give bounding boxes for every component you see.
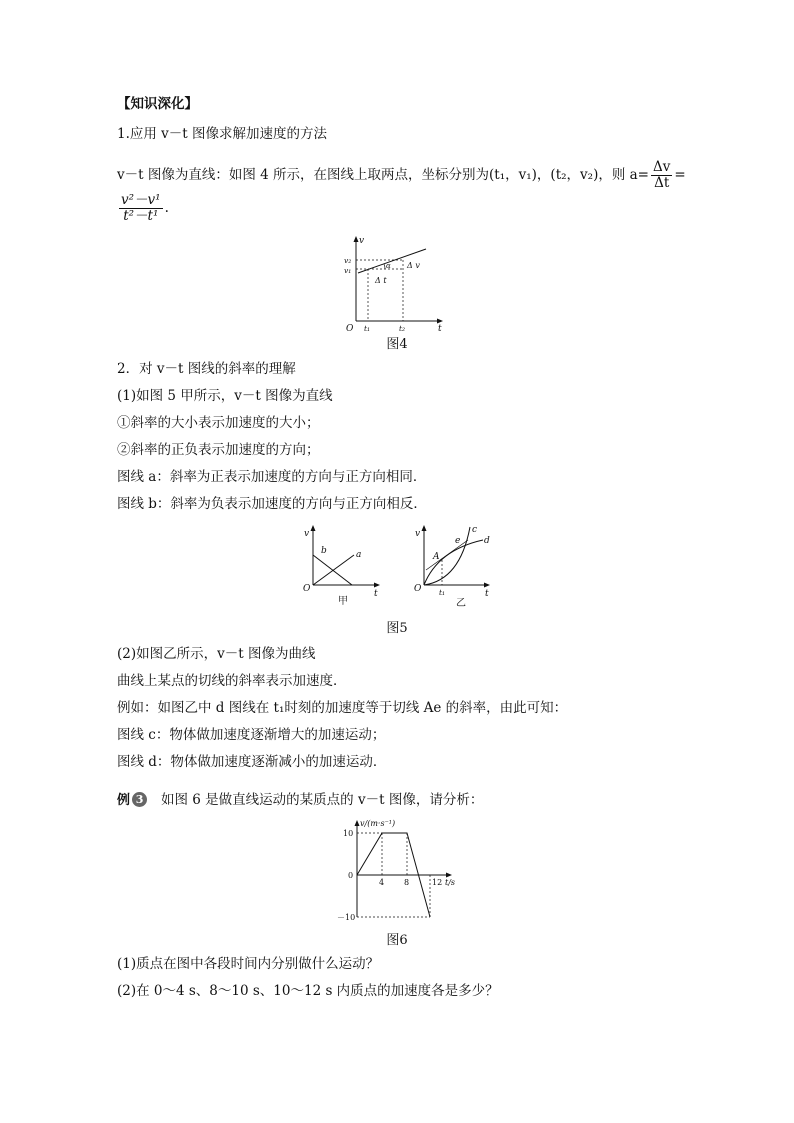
frac-numerator: Δv bbox=[652, 159, 671, 175]
fig5l-subcaption: 甲 bbox=[338, 596, 348, 607]
fig6-x12-label: 12 bbox=[432, 878, 443, 887]
fig4-alpha-label: α bbox=[386, 262, 391, 270]
fig6-y-arrow bbox=[355, 820, 360, 826]
fig6-x-label: t/s bbox=[445, 878, 456, 887]
fig5r-curve-d bbox=[424, 540, 483, 585]
section1-title: 1.应用 v－t 图像求解加速度的方法 bbox=[117, 126, 328, 142]
fig5r-t-label: t bbox=[485, 589, 489, 599]
example-text: 如图 6 是做直线运动的某质点的 v－t 图像，请分析： bbox=[161, 792, 484, 808]
fig5r-v-label: v bbox=[415, 529, 421, 539]
figure-4-graph bbox=[340, 233, 450, 333]
question-2: (2)在 0～4 s、8～10 s、10～12 s 内质点的加速度各是多少？ bbox=[117, 983, 499, 999]
fraction-dv-dt bbox=[651, 160, 672, 191]
section2-line2: ①斜率的大小表示加速度的大小； bbox=[117, 415, 320, 431]
fig5l-b-label: b bbox=[321, 546, 327, 556]
fig4-dt-label: Δ t bbox=[375, 276, 387, 285]
fig4-v-label: v bbox=[359, 236, 365, 246]
fig5l-y-arrow bbox=[311, 525, 316, 531]
section3-line1: (2)如图乙所示，v－t 图像为曲线 bbox=[117, 646, 316, 662]
fig5r-subcaption: 乙 bbox=[456, 598, 466, 609]
fig5r-curve-c bbox=[424, 527, 470, 585]
figure-5-caption: 图5 bbox=[386, 621, 408, 636]
fig4-v2-label: v₂ bbox=[344, 256, 352, 265]
example-badge bbox=[117, 792, 147, 810]
figure-5-left-graph bbox=[300, 522, 390, 614]
example-badge-label: 例 bbox=[117, 793, 131, 808]
fig5l-v-label: v bbox=[304, 529, 310, 539]
fig6-x4-label: 4 bbox=[379, 878, 385, 887]
fig4-angle-arc bbox=[384, 264, 385, 269]
fig4-t2-label: t₂ bbox=[399, 324, 406, 333]
fig5r-origin-label: O bbox=[414, 584, 422, 594]
figure-4-caption: 图4 bbox=[386, 337, 408, 352]
frac-denominator: Δt bbox=[654, 175, 670, 191]
equals-sign: = bbox=[674, 167, 686, 183]
fig5r-A-label: A bbox=[433, 552, 440, 562]
section3-line2: 曲线上某点的切线的斜率表示加速度． bbox=[117, 673, 347, 689]
section2-line4: 图线 a：斜率为正表示加速度的方向与正方向相同． bbox=[117, 469, 427, 485]
figure-6-graph bbox=[335, 815, 465, 925]
fig5r-x-arrow bbox=[484, 583, 490, 588]
section2-title: 2．对 v－t 图线的斜率的理解 bbox=[117, 361, 296, 377]
fig6-y10-label: 10 bbox=[343, 829, 354, 838]
example-line bbox=[117, 791, 483, 810]
section1-paragraph-cont bbox=[117, 193, 169, 224]
fig5l-origin-label: O bbox=[303, 584, 311, 594]
section3-line4: 图线 c：物体做加速度逐渐增大的加速运动； bbox=[117, 727, 386, 743]
section2-line5: 图线 b：斜率为负表示加速度的方向与正方向相反． bbox=[117, 496, 427, 512]
section1-text: v－t 图像为直线：如图 4 所示，在图线上取两点，坐标分别为(t₁，v₁)，(t₂，v₂)，则 a= bbox=[117, 167, 649, 183]
fig4-y-arrow bbox=[354, 236, 359, 242]
fig4-dv-label: Δ v bbox=[407, 261, 420, 270]
fig5r-e-label: e bbox=[455, 536, 461, 546]
frac2-numerator: v²－v¹ bbox=[121, 192, 161, 208]
section2-line3: ②斜率的正负表示加速度的方向； bbox=[117, 442, 320, 458]
section2-line1: (1)如图 5 甲所示，v－t 图像为直线 bbox=[117, 388, 333, 404]
section3-line3: 例如：如图乙中 d 图线在 t₁时刻的加速度等于切线 Ae 的斜率，由此可知： bbox=[117, 700, 568, 716]
knowledge-heading: 【知识深化】 bbox=[117, 96, 198, 112]
fig5r-c-label: c bbox=[472, 525, 478, 535]
example-number: 3 bbox=[132, 792, 147, 807]
fig6-y-label: v/(m·s⁻¹) bbox=[360, 819, 396, 828]
fig5l-t-label: t bbox=[374, 589, 378, 599]
fig4-t-label: t bbox=[438, 324, 442, 333]
frac2-denominator: t²－t¹ bbox=[123, 208, 159, 224]
period: . bbox=[164, 200, 169, 216]
fig5l-a-label: a bbox=[356, 550, 362, 560]
fig5l-x-arrow bbox=[374, 583, 380, 588]
fig5r-d-label: d bbox=[484, 536, 490, 546]
figure-6-caption: 图6 bbox=[386, 933, 408, 948]
fig4-origin-label: O bbox=[346, 324, 354, 333]
fig6-x-arrow bbox=[446, 873, 452, 878]
fig4-v1-label: v₁ bbox=[344, 266, 352, 275]
fig5r-t1-label: t₁ bbox=[439, 588, 446, 597]
section1-paragraph bbox=[117, 160, 686, 191]
fig6-x8-label: 8 bbox=[404, 878, 410, 887]
fig5r-y-arrow bbox=[422, 525, 427, 531]
fig4-x-arrow bbox=[437, 319, 443, 324]
section3-line5: 图线 d：物体做加速度逐渐减小的加速运动． bbox=[117, 754, 387, 770]
fig6-yneg10-label: －10 bbox=[337, 913, 356, 922]
fig6-y0-label: 0 bbox=[348, 871, 354, 880]
fig4-t1-label: t₁ bbox=[364, 324, 371, 333]
figure-5-right-graph bbox=[408, 520, 498, 614]
question-1: (1)质点在图中各段时间内分别做什么运动？ bbox=[117, 956, 380, 972]
fraction-v-t bbox=[119, 193, 163, 224]
